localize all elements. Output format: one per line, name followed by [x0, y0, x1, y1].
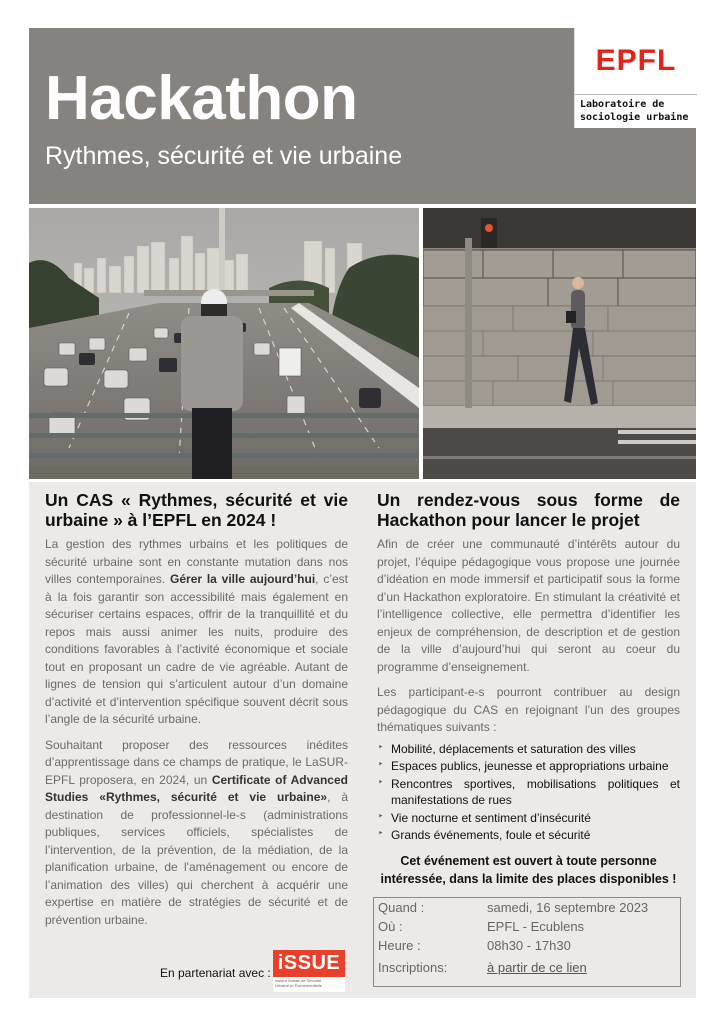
epfl-wordmark: EPFL: [595, 44, 677, 77]
theme-text: Vie nocturne et sentiment d’insécurité: [391, 810, 591, 825]
time-value: 08h30 - 17h30: [487, 938, 571, 953]
issue-subtitle: [275, 978, 322, 988]
when-value: samedi, 16 septembre 2023: [487, 900, 649, 915]
lab-name-line1: Laboratoire de: [580, 99, 665, 110]
theme-text: Rencontres sportives, mobilisations politiques et manifestations de rues: [391, 776, 680, 807]
theme-item: [377, 810, 680, 827]
theme-item: [377, 776, 680, 809]
info-where: [378, 918, 584, 936]
bullet-icon: ‣: [378, 828, 384, 838]
when-label: Quand :: [378, 900, 425, 915]
photo-highway: [29, 208, 419, 479]
bullet-icon: ‣: [378, 759, 384, 769]
cas-p2-text-b: , à destination de professionnel-le-s (administrations publiques, services officiels, spécialistes de l’intervention, de la prévention, de la médiation, de la planification urbaine, de l'aménagement ou encore de l’animation des villes) qui cherchent à acquérir une expertise en matière de stratégies de sécurité et de prévention urbaine.: [45, 790, 348, 927]
issue-wordmark: iSSUE: [273, 950, 345, 977]
theme-text: Mobilité, déplacements et saturation des villes: [391, 741, 636, 756]
partner-label: En partenariat avec :: [160, 966, 271, 980]
hackathon-section: [377, 490, 680, 845]
lab-name: [580, 98, 688, 124]
info-time: [378, 937, 571, 955]
logo-divider: [575, 94, 697, 95]
where-label: Où :: [378, 919, 403, 934]
hackathon-paragraph-1: Afin de créer une communauté d’intérêts autour du projet, l’équipe pédagogique vous propose une journée d’idéation en mode immersif et participatif sous la forme d’un Hackathon exploratoire. En stimulant la créativité et l’intelligence collective, elle permettra d’identifier les enjeux de compréhension, de description et de gestion de la ville d’aujourd’hui qui seront au coeur du programme d’enseignement.: [377, 537, 680, 674]
info-registration: [378, 959, 587, 977]
epfl-logo: [574, 28, 697, 128]
registration-label: Inscriptions:: [378, 960, 448, 975]
pedestrian-photo-illustration: [423, 208, 696, 479]
cas-p1-text-b: , c’est à la fois garantir son accessibilité mais également en sécuriser certains espaces, offrir de la tranquillité et du repos mais aussi animer les nuits, produire des conditions favorables à l’activité économique et sociale tout en proposant un cadre de vie agréable. Autant de lignes de tension qui s’articulent autour d’un domaine d’activité et d’intervention spécifique souvent décrit sous l’angle de la sécurité urbaine.: [45, 572, 348, 726]
highway-photo-illustration: [29, 208, 419, 479]
cas-p1-text-a: La gestion des rythmes urbains et les politiques de sécurité urbaine sont en constante mutation dans nos villes contemporaines.: [45, 537, 348, 586]
cas-paragraph-2: [45, 737, 348, 930]
theme-text: Grands événements, foule et sécurité: [391, 828, 591, 842]
cas-p2-bold: Certificate of Advanced Studies «Rythmes, sécurité et vie urbaine»: [45, 772, 348, 804]
page-subtitle: Rythmes, sécurité et vie urbaine: [45, 142, 403, 170]
theme-item: [377, 741, 680, 758]
bullet-icon: ‣: [378, 741, 384, 752]
lab-name-line2: sociologie urbaine: [580, 112, 689, 123]
cas-section: [45, 490, 348, 937]
issue-subtitle-line2: Urbaine et Événementielle: [275, 983, 322, 988]
info-when: [378, 899, 648, 917]
cas-heading: Un CAS « Rythmes, sécurité et vie urbaine » à l’EPFL en 2024 !: [45, 490, 348, 530]
theme-item: [377, 827, 680, 844]
where-value: EPFL - Ecublens: [487, 919, 585, 934]
cas-p2-text-a: Souhaitant proposer des ressources inédites d’apprentissage dans ce champs de pratique, le LaSUR-EPFL proposera, en 2024, un: [45, 737, 348, 787]
bullet-icon: ‣: [378, 810, 384, 821]
hackathon-paragraph-2: Les participant-e-s pourront contribuer au design pédagogique du CAS en rejoignant l’un des groupes thématiques suivants :: [377, 685, 680, 734]
page-title: Hackathon: [45, 64, 358, 133]
time-label: Heure :: [378, 938, 421, 953]
bullet-icon: ‣: [378, 776, 384, 787]
cas-p1-bold: Gérer la ville aujourd’hui: [170, 572, 316, 586]
photo-pedestrian: [423, 208, 696, 479]
theme-item: [377, 758, 680, 775]
issue-subtitle-line1: Institut Suisse de Sécurité: [275, 978, 322, 983]
cas-paragraph-1: [45, 536, 348, 729]
theme-text: Espaces publics, jeunesse et appropriations urbaine: [391, 759, 669, 773]
event-info-box: [373, 897, 681, 987]
hackathon-heading: Un rendez-vous sous forme de Hackathon pour lancer le projet: [377, 490, 680, 530]
theme-list: [377, 741, 680, 844]
open-event-note: Cet événement est ouvert à toute personne intéressée, dans la limite des places disponibles !: [380, 854, 677, 886]
issue-logo[interactable]: [273, 950, 345, 992]
registration-link[interactable]: à partir de ce lien: [487, 960, 587, 975]
